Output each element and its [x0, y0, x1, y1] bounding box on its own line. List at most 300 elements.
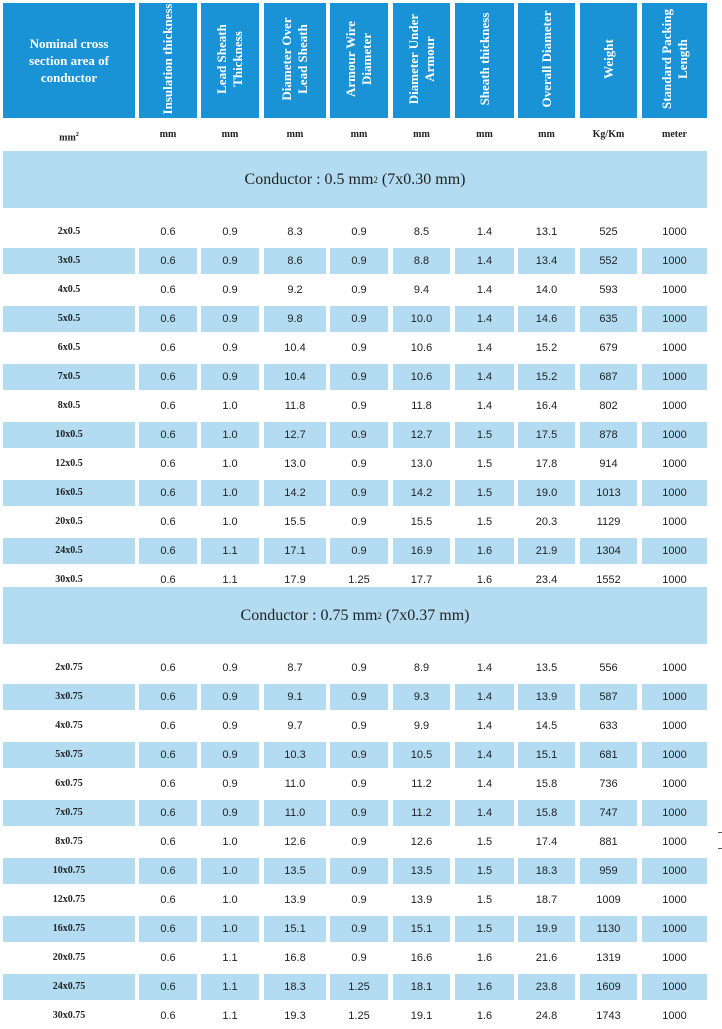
section-title: [3, 151, 707, 208]
table-cell: 14.6: [518, 306, 575, 332]
table-row: [0, 1003, 710, 1029]
table-cell: 19.1: [410, 1010, 433, 1022]
table-cell: 9.4: [413, 284, 430, 296]
table-cell: 13.4: [518, 248, 575, 274]
table-cell: 1.4: [455, 742, 514, 768]
table-cell: 0.9: [351, 226, 367, 238]
table-cell: 0.9: [330, 422, 388, 448]
table-cell: 0.6: [139, 974, 197, 1000]
table-cell: 914: [599, 458, 618, 470]
table-cell: 1743: [596, 1010, 621, 1022]
table-cell: 0.9: [201, 364, 259, 390]
column-header-label: Standard Packing Length: [658, 8, 690, 110]
table-cell: 0.9: [222, 284, 238, 296]
table-cell: 1.5: [476, 894, 493, 906]
table-cell: 1000: [642, 480, 707, 506]
table-cell: 17.9: [284, 574, 306, 586]
table-cell: 1.4: [476, 778, 493, 790]
table-row: [0, 509, 710, 535]
table-cell: 10x0.75: [3, 858, 135, 884]
table-cell: 10.5: [393, 742, 450, 768]
table-cell: 0.6: [160, 836, 176, 848]
table-cell: 9.1: [264, 684, 326, 710]
table-cell: 13.0: [284, 458, 306, 470]
table-cell: 24.8: [535, 1010, 558, 1022]
table-cell: 959: [580, 858, 637, 884]
table-cell: 23.8: [518, 974, 575, 1000]
table-cell: 15.2: [535, 342, 558, 354]
edge-mark: [718, 832, 722, 833]
table-cell: 18.7: [535, 894, 558, 906]
table-cell: 747: [580, 800, 637, 826]
table-cell: 0.6: [160, 574, 176, 586]
table-cell: 0.9: [351, 894, 367, 906]
unit-label: Kg/Km: [592, 129, 625, 140]
table-cell: 15.8: [535, 778, 558, 790]
table-cell: 1.5: [476, 458, 493, 470]
table-row: [0, 829, 710, 855]
table-cell: 1.4: [455, 800, 514, 826]
table-cell: 0.6: [160, 342, 176, 354]
table-cell: 1.6: [455, 538, 514, 564]
table-cell: 14.5: [535, 720, 558, 732]
table-cell: 1000: [662, 458, 687, 470]
table-cell: 1000: [662, 342, 687, 354]
table-cell: 0.9: [330, 684, 388, 710]
table-cell: 30x0.5: [55, 574, 83, 585]
table-cell: 1.4: [476, 226, 493, 238]
table-cell: 10.4: [284, 342, 306, 354]
table-row: [0, 916, 710, 942]
table-cell: 1.0: [222, 836, 238, 848]
table-cell: 0.9: [351, 284, 367, 296]
table-cell: 1000: [662, 574, 687, 586]
table-cell: 1000: [662, 400, 687, 412]
column-header-label: Diameter Under Armour: [405, 13, 437, 105]
table-cell: 587: [580, 684, 637, 710]
table-cell: 0.9: [201, 248, 259, 274]
table-cell: 1.4: [455, 364, 514, 390]
table-cell: 0.9: [330, 742, 388, 768]
table-cell: 16.8: [284, 952, 306, 964]
table-cell: 1000: [642, 800, 707, 826]
table-cell: 1.1: [222, 1010, 238, 1022]
table-cell: 0.9: [351, 952, 367, 964]
table-cell: 0.6: [139, 684, 197, 710]
table-cell: 0.9: [330, 538, 388, 564]
table-cell: 1000: [642, 364, 707, 390]
table-cell: 10.3: [264, 742, 326, 768]
table-cell: 13.5: [264, 858, 326, 884]
table-cell: 1000: [642, 422, 707, 448]
table-cell: 1.5: [455, 858, 514, 884]
table-cell: 0.6: [139, 538, 197, 564]
table-cell: 15.5: [284, 516, 306, 528]
column-header: [201, 3, 259, 118]
column-header: [3, 3, 135, 118]
table-cell: 0.9: [351, 516, 367, 528]
table-cell: 1.6: [476, 574, 493, 586]
table-cell: 736: [599, 778, 618, 790]
table-cell: 1.5: [455, 422, 514, 448]
table-cell: 1000: [642, 306, 707, 332]
table-cell: 0.9: [351, 778, 367, 790]
table-row: [0, 451, 710, 477]
table-cell: 5x0.75: [3, 742, 135, 768]
table-cell: 1.25: [348, 1010, 370, 1022]
column-header: [518, 3, 575, 118]
table-cell: 13.5: [393, 858, 450, 884]
table-cell: 0.9: [330, 858, 388, 884]
table-cell: 13.5: [535, 662, 558, 674]
table-cell: 16x0.5: [3, 480, 135, 506]
table-cell: 1.4: [476, 400, 493, 412]
table-cell: 1.6: [455, 974, 514, 1000]
table-cell: 1000: [662, 284, 687, 296]
unit-label: mm: [413, 129, 430, 140]
table-row: [0, 277, 710, 303]
table-cell: 1000: [662, 952, 687, 964]
table-cell: 0.9: [222, 226, 238, 238]
table-cell: 15.1: [264, 916, 326, 942]
table-cell: 1.0: [201, 858, 259, 884]
table-cell: 9.9: [413, 720, 430, 732]
table-row: [0, 248, 710, 274]
table-cell: 0.6: [160, 720, 176, 732]
table-row: [0, 887, 710, 913]
table-row: [0, 422, 710, 448]
table-cell: 1.0: [222, 458, 238, 470]
table-cell: 1000: [662, 720, 687, 732]
table-cell: 12.6: [284, 836, 306, 848]
table-cell: 1.0: [222, 400, 238, 412]
table-cell: 0.6: [139, 248, 197, 274]
table-cell: 0.6: [160, 458, 176, 470]
table-cell: 1.4: [476, 662, 493, 674]
table-cell: 10.6: [393, 364, 450, 390]
table-row: [0, 364, 710, 390]
table-cell: 21.9: [518, 538, 575, 564]
table-cell: 0.9: [222, 662, 238, 674]
table-cell: 8.7: [287, 662, 303, 674]
table-cell: 1.6: [476, 1010, 493, 1022]
table-cell: 0.9: [351, 458, 367, 470]
table-cell: 552: [580, 248, 637, 274]
table-cell: 10.6: [410, 342, 433, 354]
table-cell: 0.9: [330, 364, 388, 390]
table-cell: 8x0.75: [55, 836, 83, 847]
table-cell: 0.9: [330, 480, 388, 506]
table-cell: 12.7: [393, 422, 450, 448]
unit-label: mm: [538, 129, 555, 140]
edge-mark: [718, 848, 722, 849]
table-cell: 21.6: [535, 952, 558, 964]
section-title-prefix: Conductor : 0.75 mm: [240, 606, 378, 624]
table-cell: 10.4: [264, 364, 326, 390]
table-cell: 1000: [662, 1010, 687, 1022]
table-cell: 1013: [580, 480, 637, 506]
table-cell: 0.6: [160, 894, 176, 906]
table-cell: 1000: [662, 778, 687, 790]
table-cell: 15.1: [393, 916, 450, 942]
table-cell: 11.0: [264, 800, 326, 826]
table-cell: 10x0.5: [3, 422, 135, 448]
table-cell: 0.9: [330, 800, 388, 826]
column-header-label: Overall Diameter: [538, 10, 554, 108]
table-cell: 593: [599, 284, 618, 296]
table-row: [0, 393, 710, 419]
table-cell: 1.25: [330, 974, 388, 1000]
column-header-label: Nominal cross section area of conductor: [29, 36, 109, 85]
table-cell: 1000: [642, 858, 707, 884]
table-cell: 2x0.75: [55, 662, 83, 673]
table-cell: 6x0.5: [57, 342, 81, 353]
table-cell: 0.6: [160, 516, 176, 528]
table-cell: 0.6: [160, 952, 176, 964]
table-cell: 7x0.5: [3, 364, 135, 390]
table-cell: 1000: [642, 248, 707, 274]
table-cell: 11.8: [284, 400, 306, 412]
unit-label: mm: [221, 129, 239, 140]
table-cell: 19.3: [284, 1010, 306, 1022]
table-cell: 1129: [596, 516, 621, 528]
table-cell: 0.6: [139, 916, 197, 942]
table-cell: 1.1: [201, 538, 259, 564]
table-cell: 19.9: [518, 916, 575, 942]
table-cell: 9.3: [393, 684, 450, 710]
table-cell: 1.6: [476, 952, 493, 964]
table-cell: 0.6: [139, 306, 197, 332]
table-cell: 12.6: [410, 836, 433, 848]
table-cell: 1.5: [476, 516, 493, 528]
column-header-label: Insulation thickness: [160, 3, 175, 115]
table-cell: 0.9: [222, 720, 238, 732]
table-cell: 16.4: [535, 400, 558, 412]
table-cell: 14.2: [393, 480, 450, 506]
table-cell: 16.9: [393, 538, 450, 564]
table-row: [0, 219, 710, 245]
table-cell: 1000: [642, 974, 707, 1000]
table-cell: 0.9: [351, 836, 367, 848]
table-cell: 7x0.75: [3, 800, 135, 826]
table-cell: 24x0.5: [3, 538, 135, 564]
table-cell: 13.9: [284, 894, 306, 906]
table-cell: 20x0.5: [55, 516, 83, 527]
table-cell: 19.0: [518, 480, 575, 506]
table-cell: 16x0.75: [3, 916, 135, 942]
table-cell: 635: [580, 306, 637, 332]
column-header: [642, 3, 707, 118]
table-cell: 1.4: [455, 248, 514, 274]
table-cell: 15.1: [518, 742, 575, 768]
table-cell: 0.6: [139, 422, 197, 448]
table-row: [0, 945, 710, 971]
table-cell: 681: [580, 742, 637, 768]
table-cell: 0.9: [330, 248, 388, 274]
table-cell: 11.8: [411, 400, 432, 412]
table-cell: 20x0.75: [52, 952, 86, 963]
table-cell: 14.0: [535, 284, 558, 296]
table-cell: 0.6: [139, 364, 197, 390]
table-cell: 802: [599, 400, 618, 412]
table-cell: 1.25: [348, 574, 370, 586]
table-cell: 0.9: [222, 342, 238, 354]
column-header: [455, 3, 514, 118]
table-cell: 9.8: [264, 306, 326, 332]
column-header: [393, 3, 450, 118]
table-cell: 0.6: [160, 662, 176, 674]
column-header-label: Sheath thickness: [476, 12, 492, 106]
table-cell: 1.0: [222, 894, 238, 906]
unit-label: meter: [662, 129, 687, 140]
table-cell: 18.3: [264, 974, 326, 1000]
table-cell: 8.9: [413, 662, 430, 674]
table-cell: 0.9: [201, 306, 259, 332]
table-cell: 14.2: [264, 480, 326, 506]
table-cell: 0.6: [160, 226, 176, 238]
table-cell: 8.3: [287, 226, 303, 238]
table-cell: 18.3: [518, 858, 575, 884]
table-cell: 17.1: [264, 538, 326, 564]
table-cell: 20.3: [535, 516, 558, 528]
table-cell: 4x0.5: [57, 284, 81, 295]
column-header: [264, 3, 326, 118]
section-title-sup: 2: [377, 610, 382, 621]
table-cell: 11.2: [411, 778, 432, 790]
table-cell: 1552: [596, 574, 621, 586]
table-cell: 8.6: [264, 248, 326, 274]
table-cell: 1.4: [455, 684, 514, 710]
table-cell: 10.0: [393, 306, 450, 332]
table-cell: 0.9: [351, 400, 367, 412]
unit-label: mm: [286, 129, 304, 140]
table-cell: 1000: [642, 538, 707, 564]
table-cell: 0.9: [330, 306, 388, 332]
table-cell: 679: [599, 342, 618, 354]
table-cell: 13.1: [535, 226, 558, 238]
table-cell: 8.8: [393, 248, 450, 274]
table-cell: 1.0: [201, 480, 259, 506]
table-cell: 17.7: [410, 574, 433, 586]
table-row: [0, 800, 710, 826]
table-cell: 17.5: [518, 422, 575, 448]
table-cell: 2x0.5: [57, 226, 81, 237]
table-cell: 12x0.75: [52, 894, 86, 905]
table-cell: 5x0.5: [3, 306, 135, 332]
column-header-label: Diameter Over Lead Sheath: [279, 17, 310, 101]
section-title-prefix: Conductor : 0.5 mm: [244, 170, 374, 188]
section-title-suffix: (7x0.37 mm): [381, 606, 470, 624]
table-cell: 9.2: [287, 284, 303, 296]
table-cell: 881: [599, 836, 618, 848]
table-cell: 12x0.5: [55, 458, 83, 469]
table-row: [0, 655, 710, 681]
column-header: [580, 3, 637, 118]
table-cell: 0.6: [160, 778, 176, 790]
section-title: [3, 587, 707, 644]
table-cell: 1.1: [201, 974, 259, 1000]
table-cell: 18.1: [393, 974, 450, 1000]
table-cell: 16.6: [410, 952, 433, 964]
table-row: [0, 974, 710, 1000]
column-header: [139, 3, 197, 118]
table-cell: 1.1: [222, 952, 238, 964]
table-cell: 0.9: [222, 778, 238, 790]
table-cell: 1000: [642, 684, 707, 710]
table-cell: 17.4: [535, 836, 558, 848]
table-cell: 1000: [662, 516, 687, 528]
table-cell: 1000: [642, 742, 707, 768]
table-cell: 633: [599, 720, 618, 732]
table-cell: 12.7: [264, 422, 326, 448]
table-cell: 1.5: [455, 916, 514, 942]
table-cell: 30x0.75: [52, 1010, 86, 1021]
table-row: [0, 306, 710, 332]
table-cell: 11.2: [393, 800, 450, 826]
table-cell: 0.9: [201, 800, 259, 826]
table-cell: 0.6: [139, 742, 197, 768]
table-cell: 1.4: [476, 342, 493, 354]
table-cell: 687: [580, 364, 637, 390]
table-cell: 1.5: [455, 480, 514, 506]
table-cell: 23.4: [535, 574, 558, 586]
table-cell: 1130: [580, 916, 637, 942]
table-cell: 0.6: [160, 400, 176, 412]
table-cell: 878: [580, 422, 637, 448]
table-cell: 13.9: [518, 684, 575, 710]
table-cell: 8.5: [413, 226, 430, 238]
table-cell: 0.6: [139, 480, 197, 506]
table-cell: 0.9: [201, 742, 259, 768]
table-cell: 1009: [596, 894, 621, 906]
section-title-sup: 2: [373, 174, 378, 185]
table-cell: 1000: [642, 916, 707, 942]
table-cell: 0.6: [160, 1010, 176, 1022]
table-cell: 8x0.5: [57, 400, 81, 411]
table-cell: 1.4: [455, 306, 514, 332]
table-cell: 3x0.5: [3, 248, 135, 274]
table-cell: 1000: [662, 894, 687, 906]
table-cell: 1.0: [201, 916, 259, 942]
table-cell: 1000: [662, 226, 687, 238]
table-row: [0, 335, 710, 361]
table-cell: 17.8: [535, 458, 558, 470]
table-cell: 1.0: [222, 516, 238, 528]
table-cell: 1000: [662, 836, 687, 848]
table-cell: 4x0.75: [55, 720, 83, 731]
column-header-label: Armour Wire Diameter: [343, 21, 374, 97]
table-cell: 0.9: [351, 720, 367, 732]
column-header-label: Weight: [600, 39, 616, 79]
table-cell: 1.5: [476, 836, 493, 848]
table-cell: 525: [599, 226, 618, 238]
table-cell: 1609: [580, 974, 637, 1000]
table-row: [0, 771, 710, 797]
table-row: [0, 713, 710, 739]
table-cell: 0.9: [351, 342, 367, 354]
section-title-suffix: (7x0.30 mm): [377, 170, 466, 188]
table-cell: 1.1: [222, 574, 238, 586]
table-cell: 13.9: [410, 894, 433, 906]
unit-label: mm: [350, 129, 368, 140]
table-cell: 1.4: [476, 284, 493, 296]
table-cell: 1.0: [201, 422, 259, 448]
unit-label: $mm^2$: [59, 132, 79, 144]
unit-label: mm: [159, 129, 177, 140]
table-cell: 13.0: [410, 458, 433, 470]
table-cell: 0.6: [160, 284, 176, 296]
table-row: [0, 538, 710, 564]
